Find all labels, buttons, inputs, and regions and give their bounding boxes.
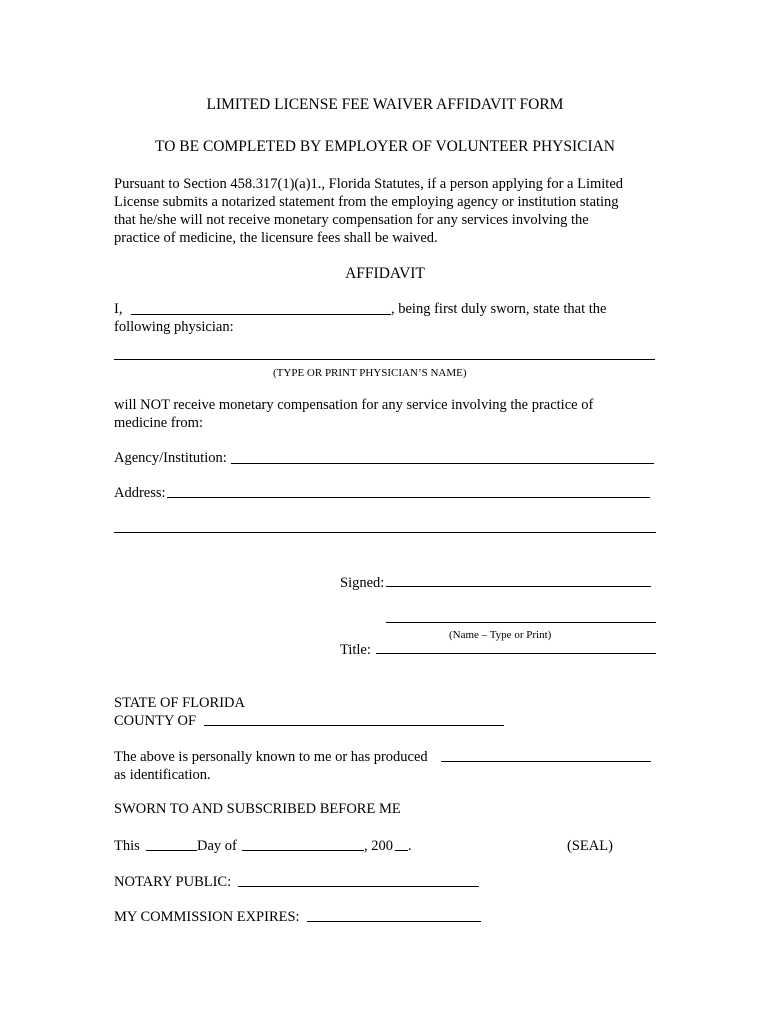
day-of-label: Day of xyxy=(197,838,237,854)
physician-name-field[interactable] xyxy=(114,359,655,360)
sworn-line-2: following physician: xyxy=(114,319,234,335)
intro-line: License submits a notarized statement from the employing agency or institution stating xyxy=(114,194,619,210)
address-field[interactable] xyxy=(167,497,650,498)
this-label: This xyxy=(114,838,140,854)
commission-label: MY COMMISSION EXPIRES: xyxy=(114,909,300,925)
signed-label: Signed: xyxy=(340,575,385,591)
affiant-name-field[interactable] xyxy=(131,314,391,315)
intro-line: practice of medicine, the licensure fees shall be waived. xyxy=(114,230,438,246)
intro-line: Pursuant to Section 458.317(1)(a)1., Florida Statutes, if a person applying for a Limited xyxy=(114,176,624,192)
address-label: Address: xyxy=(114,485,166,501)
county-label: COUNTY OF xyxy=(114,713,197,729)
name-caption: (Name – Type or Print) xyxy=(449,629,552,641)
physician-name-caption: (TYPE OR PRINT PHYSICIAN’S NAME) xyxy=(273,367,467,379)
county-field[interactable] xyxy=(204,725,504,726)
intro-line: that he/she will not receive monetary compensation for any services involving the xyxy=(114,212,589,228)
notary-field[interactable] xyxy=(238,886,479,887)
compensation-line: will NOT receive monetary compensation for any service involving the practice of xyxy=(114,397,594,413)
affidavit-heading: AFFIDAVIT xyxy=(345,265,425,282)
agency-field[interactable] xyxy=(231,463,654,464)
form-subtitle: TO BE COMPLETED BY EMPLOYER OF VOLUNTEER PHYSICIAN xyxy=(155,138,615,155)
day-field[interactable] xyxy=(146,850,197,851)
signature-field[interactable] xyxy=(386,586,651,587)
sworn-before: SWORN TO AND SUBSCRIBED BEFORE ME xyxy=(114,801,401,817)
state-label: STATE OF FLORIDA xyxy=(114,695,245,711)
month-field[interactable] xyxy=(242,850,364,851)
year-prefix: , 200 xyxy=(364,838,393,854)
form-title: LIMITED LICENSE FEE WAIVER AFFIDAVIT FORM xyxy=(206,96,564,113)
year-field[interactable] xyxy=(395,850,408,851)
title-label: Title: xyxy=(340,642,371,658)
agency-label: Agency/Institution: xyxy=(114,450,227,466)
sworn-suffix: , being first duly sworn, state that the xyxy=(391,301,607,317)
compensation-line: medicine from: xyxy=(114,415,203,431)
address-field-line-2[interactable] xyxy=(114,532,656,533)
notary-label: NOTARY PUBLIC: xyxy=(114,874,232,890)
seal-label: (SEAL) xyxy=(567,838,613,854)
signer-title-field[interactable] xyxy=(376,653,656,654)
year-suffix: . xyxy=(408,838,412,854)
commission-expiry-field[interactable] xyxy=(307,921,481,922)
sworn-prefix: I, xyxy=(114,301,123,317)
signer-name-field[interactable] xyxy=(386,622,656,623)
identification-line: The above is personally known to me or has produced xyxy=(114,749,428,765)
identification-line-2: as identification. xyxy=(114,767,211,783)
identification-field[interactable] xyxy=(441,761,651,762)
